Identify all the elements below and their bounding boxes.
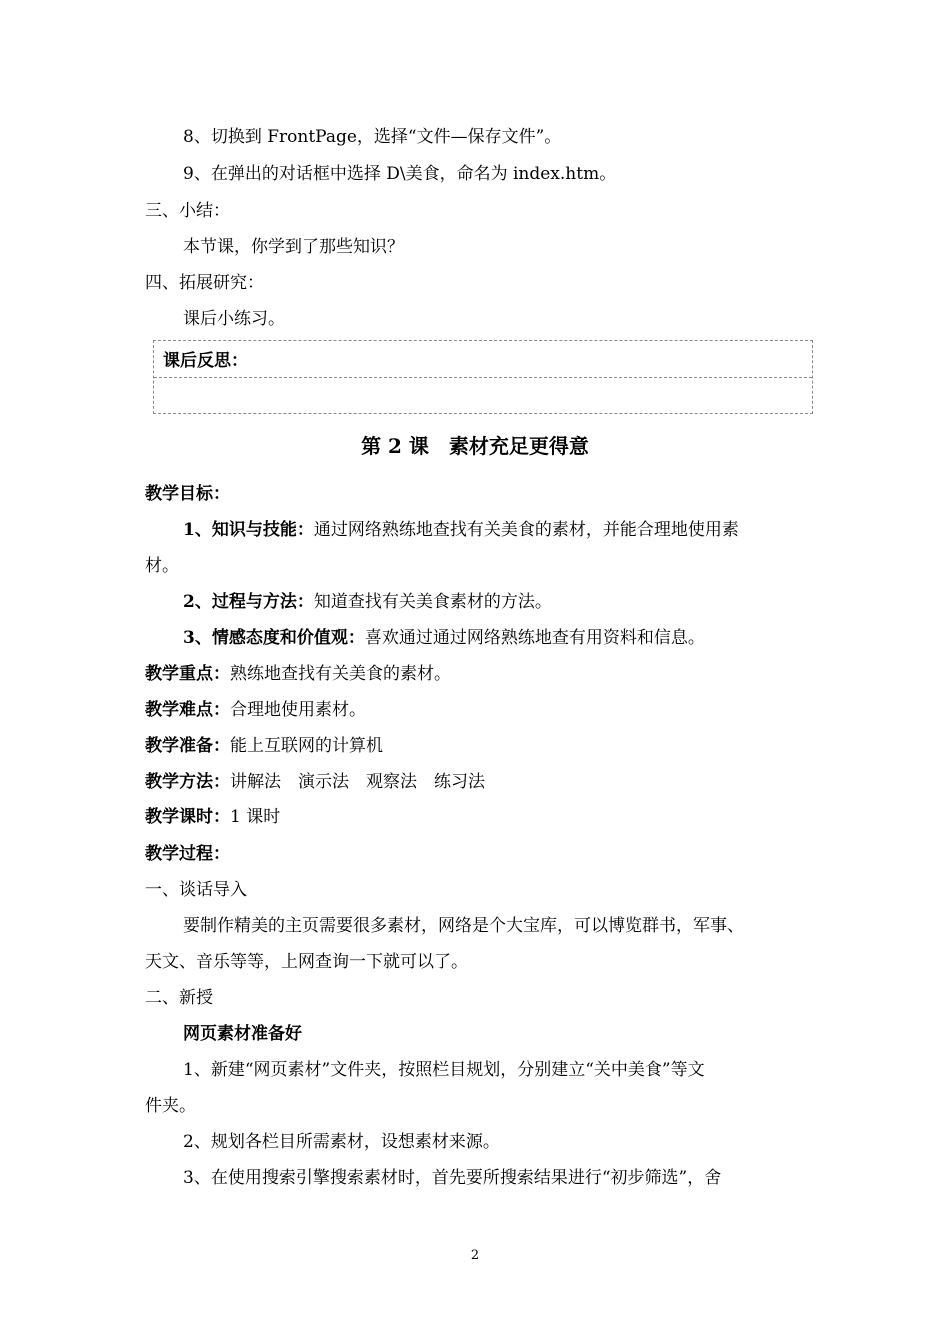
difficulty <box>145 699 366 721</box>
step-8: 8、切换到 FrontPage，选择“文件—保存文件”。 <box>183 127 562 147</box>
summary-text: 本节课，你学到了那些知识？ <box>183 237 404 257</box>
item-1-continued: 件夹。 <box>145 1096 196 1116</box>
step-9: 9、在弹出的对话框中选择 D\美食，命名为 index.htm。 <box>183 164 617 184</box>
goal-3-label: 3、情感态度和价值观： <box>183 628 365 648</box>
part-1-text: 要制作精美的主页需要很多素材，网络是个大宝库，可以博览群书，军事、 <box>183 916 744 936</box>
part-1-continued: 天文、音乐等等，上网查询一下就可以了。 <box>145 952 468 972</box>
methods-label: 教学方法： <box>145 772 230 792</box>
key-points <box>145 663 451 685</box>
summary-heading: 三、小结： <box>145 201 230 221</box>
page-number: 2 <box>470 1248 480 1263</box>
part-1-heading: 一、谈话导入 <box>145 880 247 900</box>
goal-3 <box>183 627 705 649</box>
part-2-heading: 二、新授 <box>145 988 213 1008</box>
item-2: 2、规划各栏目所需素材，设想素材来源。 <box>183 1132 500 1152</box>
item-3: 3、在使用搜索引擎搜索素材时，首先要所搜索结果进行“初步筛选”，舍 <box>183 1168 722 1188</box>
goal-2-label: 2、过程与方法： <box>183 592 314 612</box>
preparation-text: 能上互联网的计算机 <box>230 736 383 756</box>
goal-1-text: 通过网络熟练地查找有关美食的素材，并能合理地使用素 <box>313 520 739 540</box>
reflection-box <box>153 340 813 414</box>
methods-text: 讲解法 演示法 观察法 练习法 <box>230 772 485 792</box>
preparation-label: 教学准备： <box>145 736 230 756</box>
methods <box>145 771 485 793</box>
goal-1-label: 1、知识与技能： <box>183 520 314 540</box>
difficulty-text: 合理地使用素材。 <box>230 700 366 720</box>
goal-1 <box>183 519 739 541</box>
class-hours-label: 教学课时： <box>145 807 230 827</box>
process-heading: 教学过程： <box>145 844 230 864</box>
reflection-divider <box>154 377 812 378</box>
goal-3-text: 喜欢通过通过网络熟练地查有用资料和信息。 <box>364 628 705 648</box>
class-hours-text: 1 课时 <box>230 807 281 827</box>
goal-2 <box>183 591 552 613</box>
part-2-subheading: 网页素材准备好 <box>183 1024 302 1044</box>
goal-2-text: 知道查找有关美食素材的方法。 <box>313 592 552 612</box>
preparation <box>145 735 383 757</box>
class-hours <box>145 806 280 828</box>
goals-heading: 教学目标： <box>145 484 230 504</box>
difficulty-label: 教学难点： <box>145 700 230 720</box>
extension-heading: 四、拓展研究： <box>145 273 264 293</box>
key-points-text: 熟练地查找有关美食的素材。 <box>230 664 451 684</box>
extension-text: 课后小练习。 <box>183 309 285 329</box>
reflection-label: 课后反思： <box>163 351 248 371</box>
key-points-label: 教学重点： <box>145 664 230 684</box>
goal-1-continued: 材。 <box>145 556 179 576</box>
item-1: 1、新建“网页素材”文件夹，按照栏目规划，分别建立“关中美食”等文 <box>183 1060 705 1080</box>
lesson-title: 第 2 课 素材充足更得意 <box>361 434 589 458</box>
